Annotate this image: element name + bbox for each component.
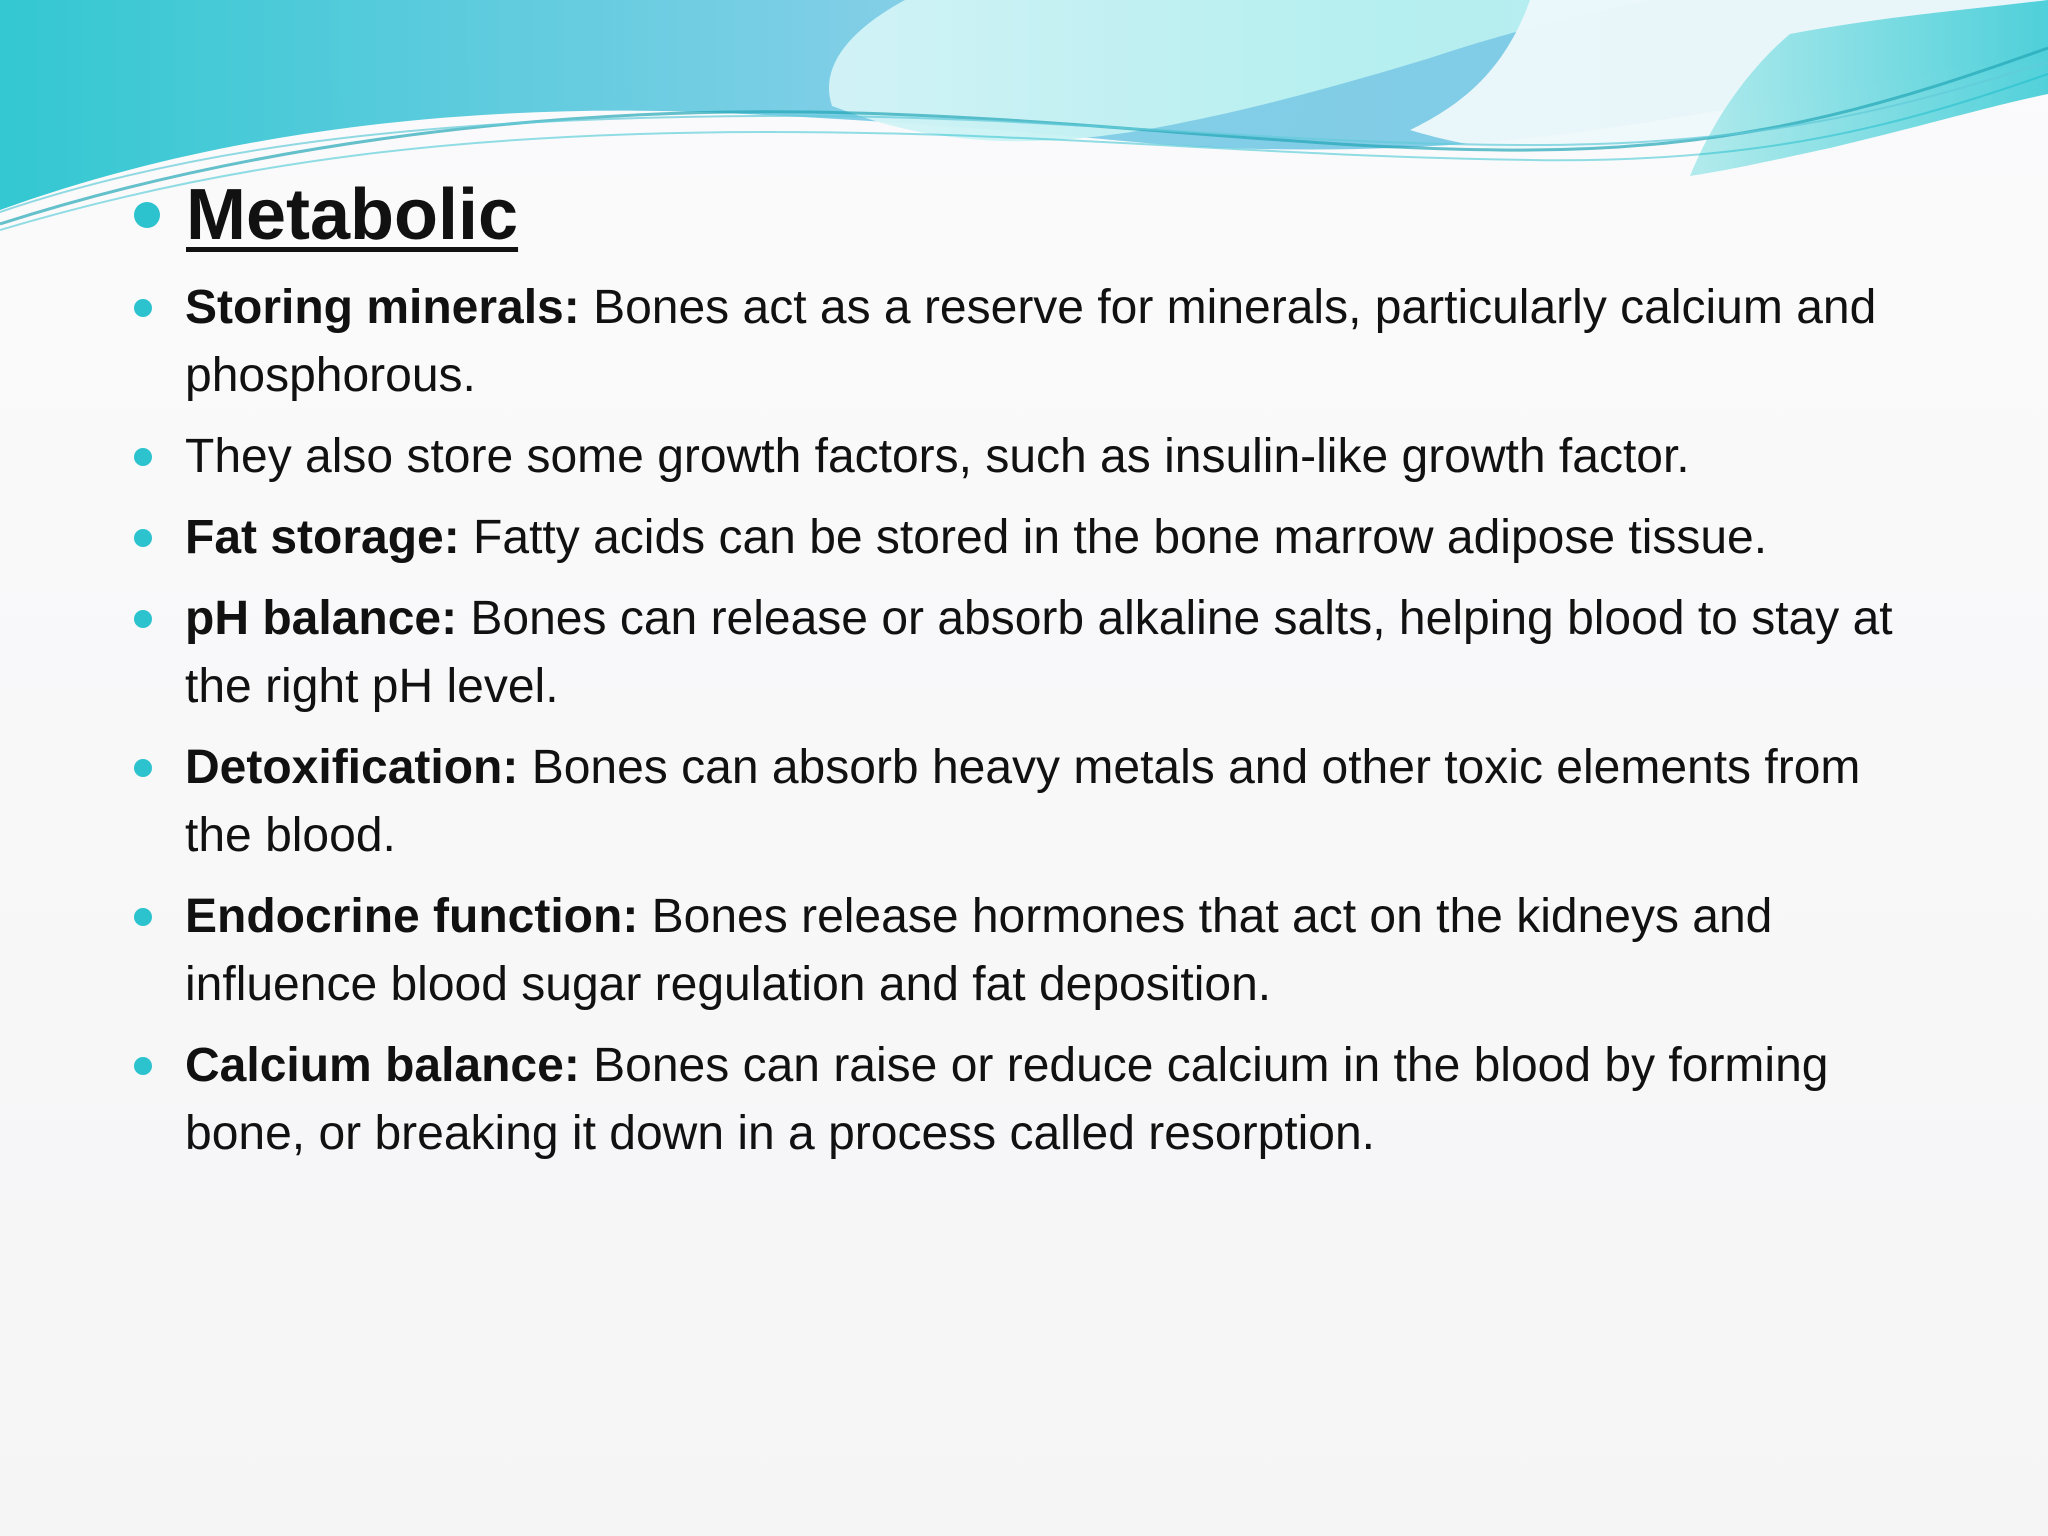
bullet-term: pH balance: xyxy=(185,592,458,645)
bullet-term: Calcium balance: xyxy=(185,1039,580,1092)
bullet-list xyxy=(134,274,1924,1168)
list-item xyxy=(134,423,1924,491)
bullet-text: They also store some growth factors, such as insulin-like growth factor. xyxy=(185,430,1690,483)
bullet-text: Bones release hormones that act on the kidneys and influence blood sugar regulation and fat deposition. xyxy=(185,890,1773,1011)
bullet-icon xyxy=(134,529,152,547)
list-item xyxy=(134,734,1924,870)
bullet-text: Fatty acids can be stored in the bone marrow adipose tissue. xyxy=(459,511,1768,564)
list-item xyxy=(134,504,1924,572)
list-item xyxy=(134,274,1924,410)
bullet-term: Endocrine function: xyxy=(185,890,639,943)
bullet-icon xyxy=(134,908,152,926)
list-item xyxy=(134,1032,1924,1168)
bullet-icon xyxy=(134,1057,152,1075)
bullet-term: Detoxification: xyxy=(185,741,519,794)
bullet-icon xyxy=(134,448,152,466)
title-row xyxy=(134,170,1924,274)
bullet-icon xyxy=(134,610,152,628)
bullet-text: Bones can absorb heavy metals and other toxic elements from the blood. xyxy=(185,741,1861,862)
bullet-icon xyxy=(134,759,152,777)
bullet-text: Bones act as a reserve for minerals, particularly calcium and phosphorous. xyxy=(185,281,1877,402)
list-item xyxy=(134,585,1924,721)
bullet-text: Bones can raise or reduce calcium in the blood by forming bone, or breaking it down in a process called resorption. xyxy=(185,1039,1829,1160)
bullet-term: Storing minerals: xyxy=(185,281,580,334)
slide-content xyxy=(134,170,1924,1181)
list-item xyxy=(134,883,1924,1019)
bullet-icon xyxy=(134,299,152,317)
bullet-text: Bones can release or absorb alkaline salts, helping blood to stay at the right pH level. xyxy=(185,592,1893,713)
slide-title: Metabolic xyxy=(186,175,519,255)
title-bullet-icon xyxy=(134,202,160,228)
bullet-term: Fat storage: xyxy=(185,511,460,564)
